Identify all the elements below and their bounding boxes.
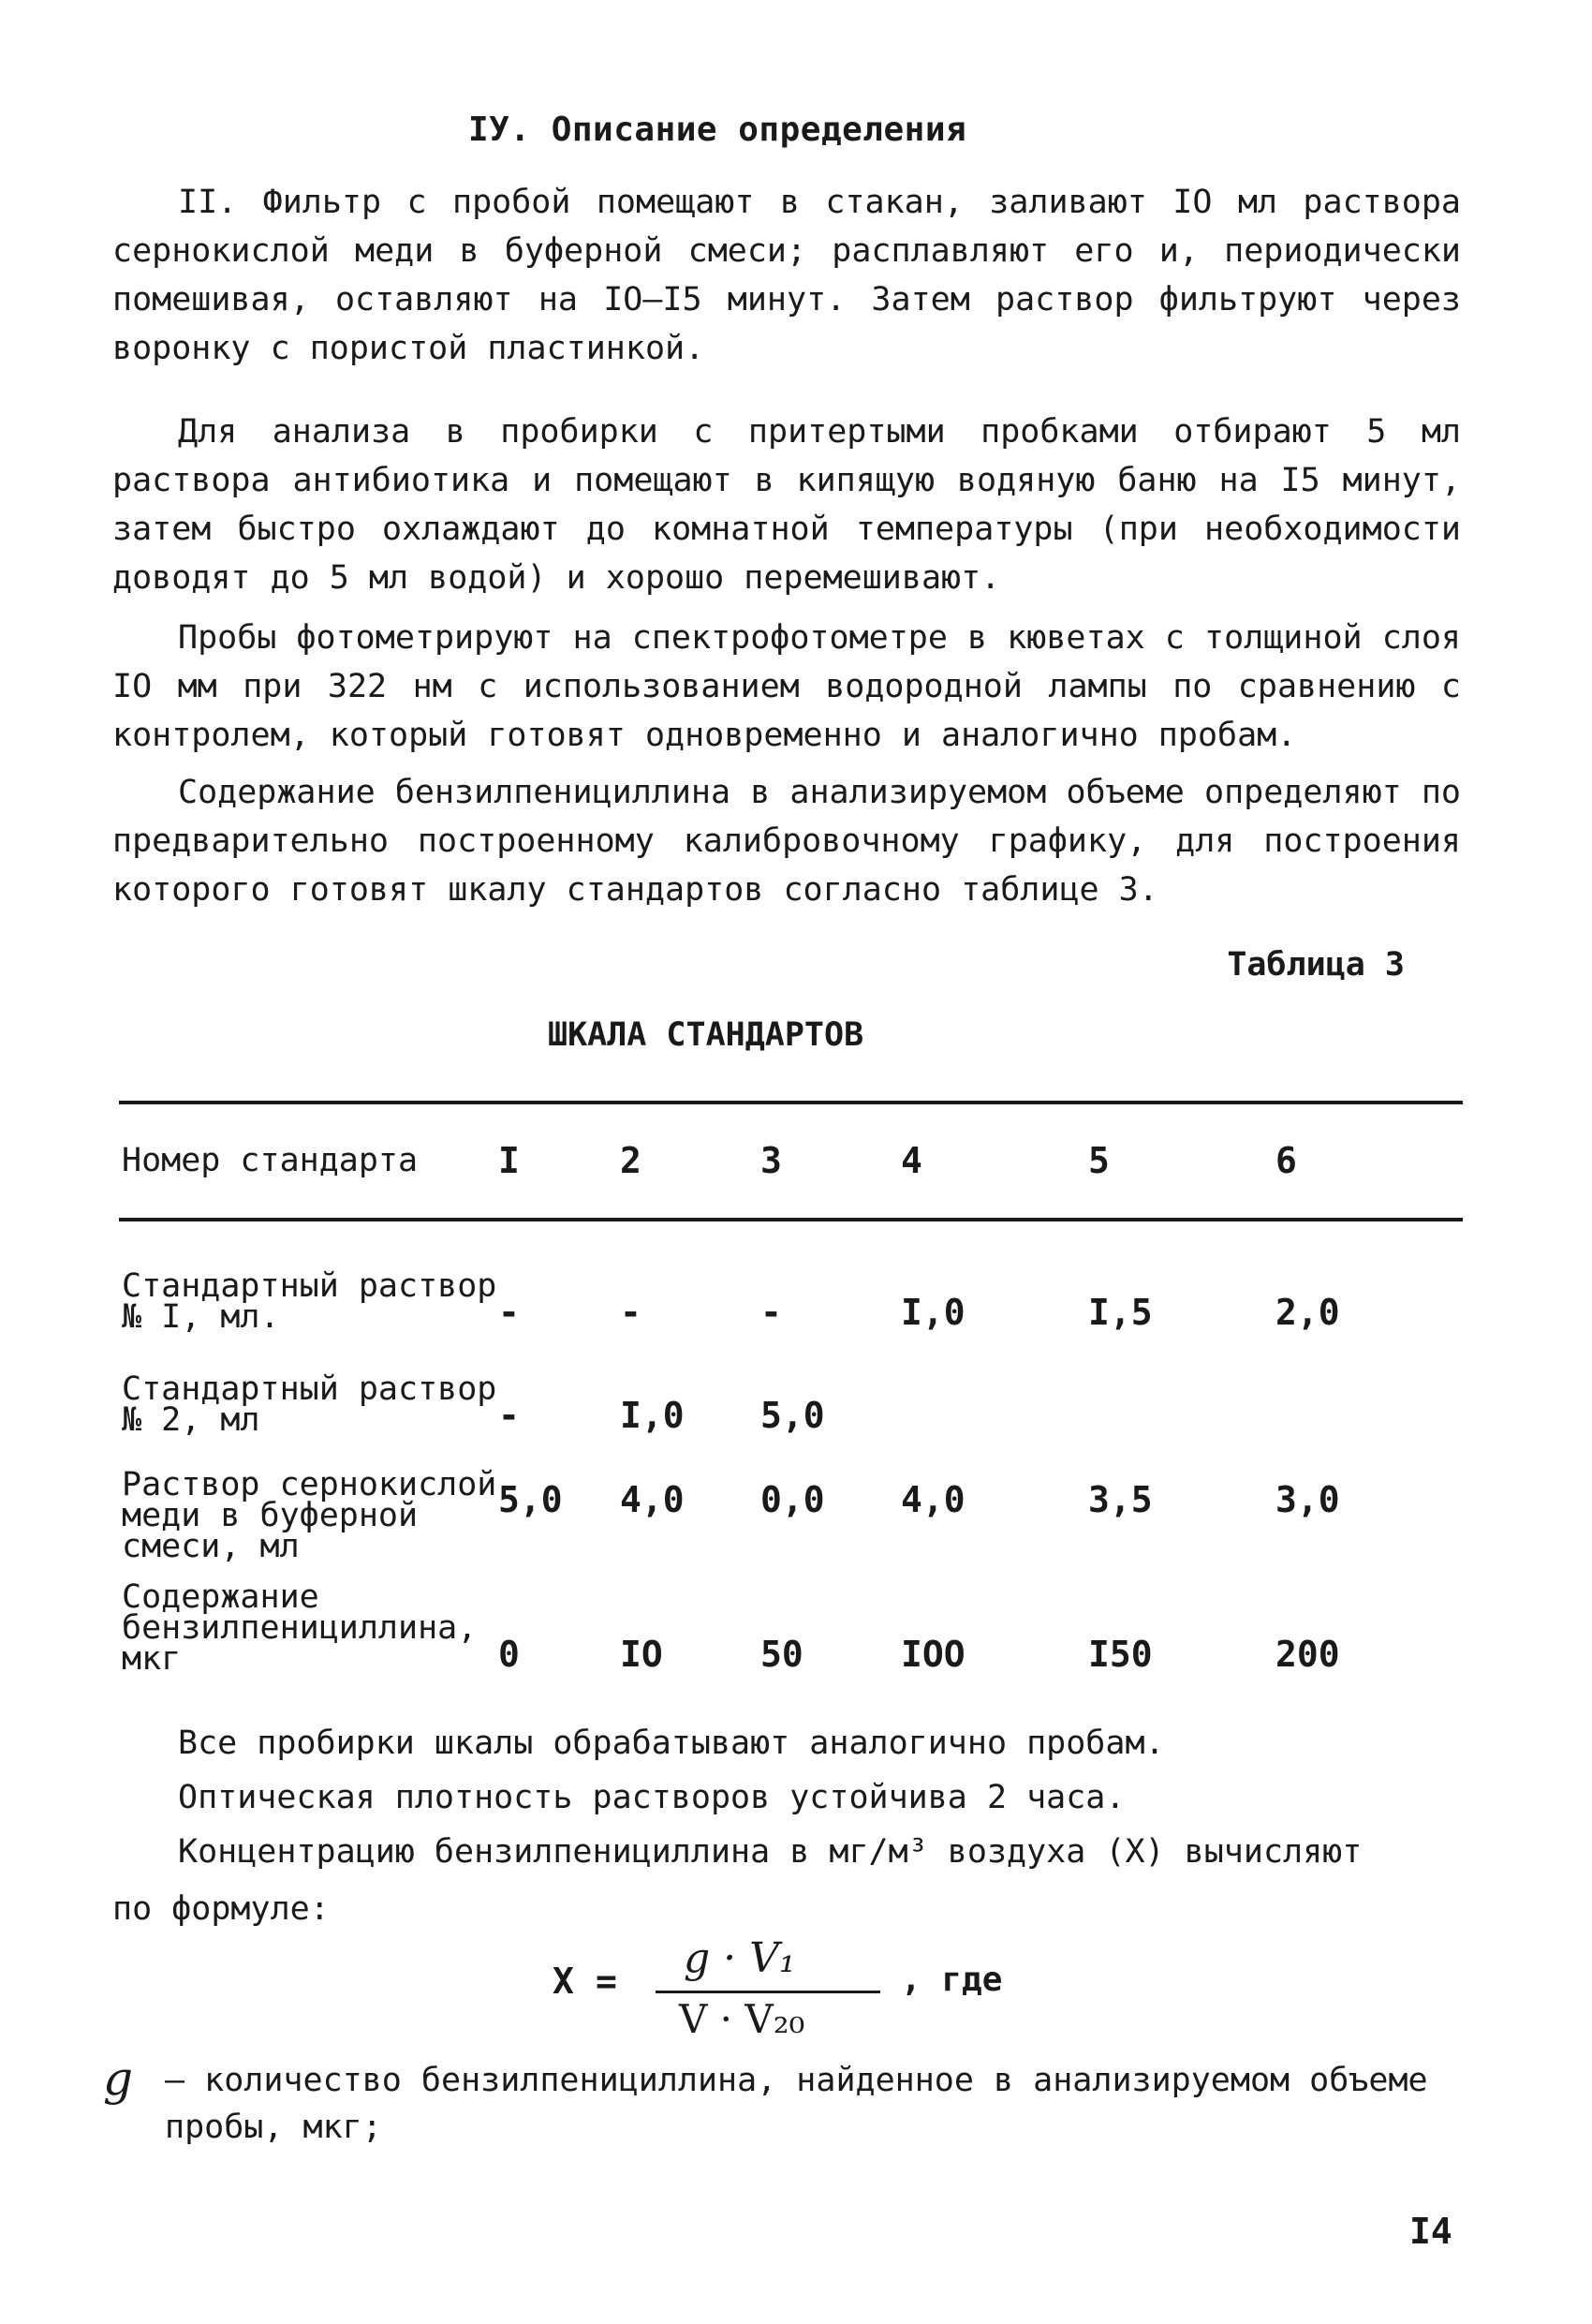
- paragraph-2-text: Для анализа в пробирки с притертыми пробками отбирают 5 мл раствора антибиотика и помещают в кипящую водяную баню на I5 минут, затем быстро охлаждают до комнатной температуры (при необходимости доводят до 5 мл водой) и хорошо перемешивают.: [112, 413, 1461, 597]
- cell: 0: [498, 1634, 520, 1675]
- cell: 200: [1275, 1634, 1340, 1675]
- header-col: 2: [620, 1140, 641, 1181]
- header-col: 3: [760, 1140, 782, 1181]
- fraction-bar: [656, 1991, 880, 1993]
- cell: I,5: [1088, 1292, 1153, 1333]
- cell: 3,0: [1275, 1478, 1340, 1520]
- cell: IOO: [901, 1634, 966, 1675]
- formula-numerator: g · V₁: [684, 1934, 796, 1982]
- paragraph-4: [112, 768, 1461, 914]
- cell: I,0: [901, 1292, 966, 1333]
- after-table-text-2: Оптическая плотность растворов устойчива 2 часа.: [178, 1779, 1126, 1816]
- cell: 2,0: [1275, 1292, 1340, 1333]
- formula: [553, 1934, 1039, 2047]
- row-label: Стандартный раствор № 2, мл: [122, 1370, 497, 1439]
- formula-lhs: X: [553, 1961, 574, 2002]
- cell: 5,0: [498, 1478, 563, 1520]
- paragraph-3: [112, 614, 1461, 760]
- header-col: 4: [901, 1140, 922, 1181]
- header-col: I: [498, 1140, 520, 1181]
- definition-symbol: g: [103, 2051, 134, 2106]
- paragraph-1-text: II. Фильтр с пробой помещают в стакан, заливают IO мл раствора сернокислой меди в буферной смеси; расплавляют его и, периодически помешивая, оставляют на IO–I5 минут. Затем раствор фильтруют через воронку с пористой пластинкой.: [112, 184, 1461, 367]
- after-table-text-1: Все пробирки шкалы обрабатывают аналогично пробам.: [178, 1724, 1165, 1762]
- row-label: Содержание бензилпенициллина, мкг: [122, 1578, 478, 1678]
- cell: 50: [760, 1634, 803, 1675]
- cell: IO: [620, 1634, 663, 1675]
- cell: 4,0: [901, 1478, 966, 1520]
- table-header-row: [119, 1110, 1463, 1211]
- definition-text: – количество бензилпенициллина, найденное в анализируемом объеме пробы, мкг;: [165, 2062, 1428, 2146]
- cell: -: [760, 1292, 782, 1333]
- after-table-text-3: Концентрацию бензилпенициллина в мг/м³ воздуха (X) вычисляют: [178, 1833, 1363, 1871]
- cell: -: [620, 1292, 641, 1333]
- row-label: Раствор сернокислой меди в буферной смеси, мл: [122, 1466, 497, 1565]
- formula-equals: =: [596, 1961, 617, 2002]
- cell: 4,0: [620, 1478, 685, 1520]
- formula-intro-text: по формуле:: [112, 1890, 330, 1928]
- cell: [1275, 1333, 1463, 1436]
- formula-denominator: V · V₂₀: [679, 1996, 805, 2042]
- cell: [901, 1333, 1088, 1436]
- table-row: [119, 1211, 1463, 1333]
- header-col: 6: [1275, 1140, 1297, 1181]
- table-top-rule: [119, 1101, 1463, 1104]
- cell: I,0: [620, 1395, 685, 1436]
- after-table-line-1: [112, 1719, 1461, 1768]
- cell: 5,0: [760, 1395, 825, 1436]
- formula-suffix: , где: [901, 1961, 1003, 1999]
- table-title: ШКАЛА СТАНДАРТОВ: [548, 1016, 864, 1054]
- formula-intro: [112, 1885, 1461, 1933]
- section-heading: IУ. Описание определения: [468, 111, 967, 149]
- page-number: I4: [1409, 2211, 1452, 2252]
- cell: -: [498, 1292, 520, 1333]
- paragraph-3-text: Пробы фотометрируют на спектрофотометре в кюветах с толщиной слоя IO мм при 322 нм с использованием водородной лампы по сравнению с контролем, который готовят одновременно и аналогично пробам.: [112, 619, 1461, 754]
- table-row: [119, 1436, 1463, 1562]
- table-row: [119, 1562, 1463, 1675]
- table-caption: Таблица 3: [1227, 946, 1405, 984]
- cell: -: [498, 1395, 520, 1436]
- header-col: 5: [1088, 1140, 1110, 1181]
- paragraph-4-text: Содержание бензилпенициллина в анализируемом объеме определяют по предварительно построенному калибровочному графику, для построения которого готовят шкалу стандартов согласно таблице 3.: [112, 774, 1461, 909]
- cell: [1088, 1333, 1275, 1436]
- header-label: Номер стандарта: [122, 1141, 419, 1179]
- paragraph-1: [112, 178, 1461, 373]
- cell: 0,0: [760, 1478, 825, 1520]
- after-table-line-3: [112, 1828, 1461, 1876]
- after-table-line-2: [112, 1773, 1461, 1822]
- cell: I50: [1088, 1634, 1153, 1675]
- cell: 3,5: [1088, 1478, 1153, 1520]
- row-label: Стандартный раствор № I, мл.: [122, 1267, 497, 1336]
- table-row: [119, 1333, 1463, 1436]
- standards-table: [119, 1110, 1463, 1678]
- paragraph-2: [112, 407, 1461, 602]
